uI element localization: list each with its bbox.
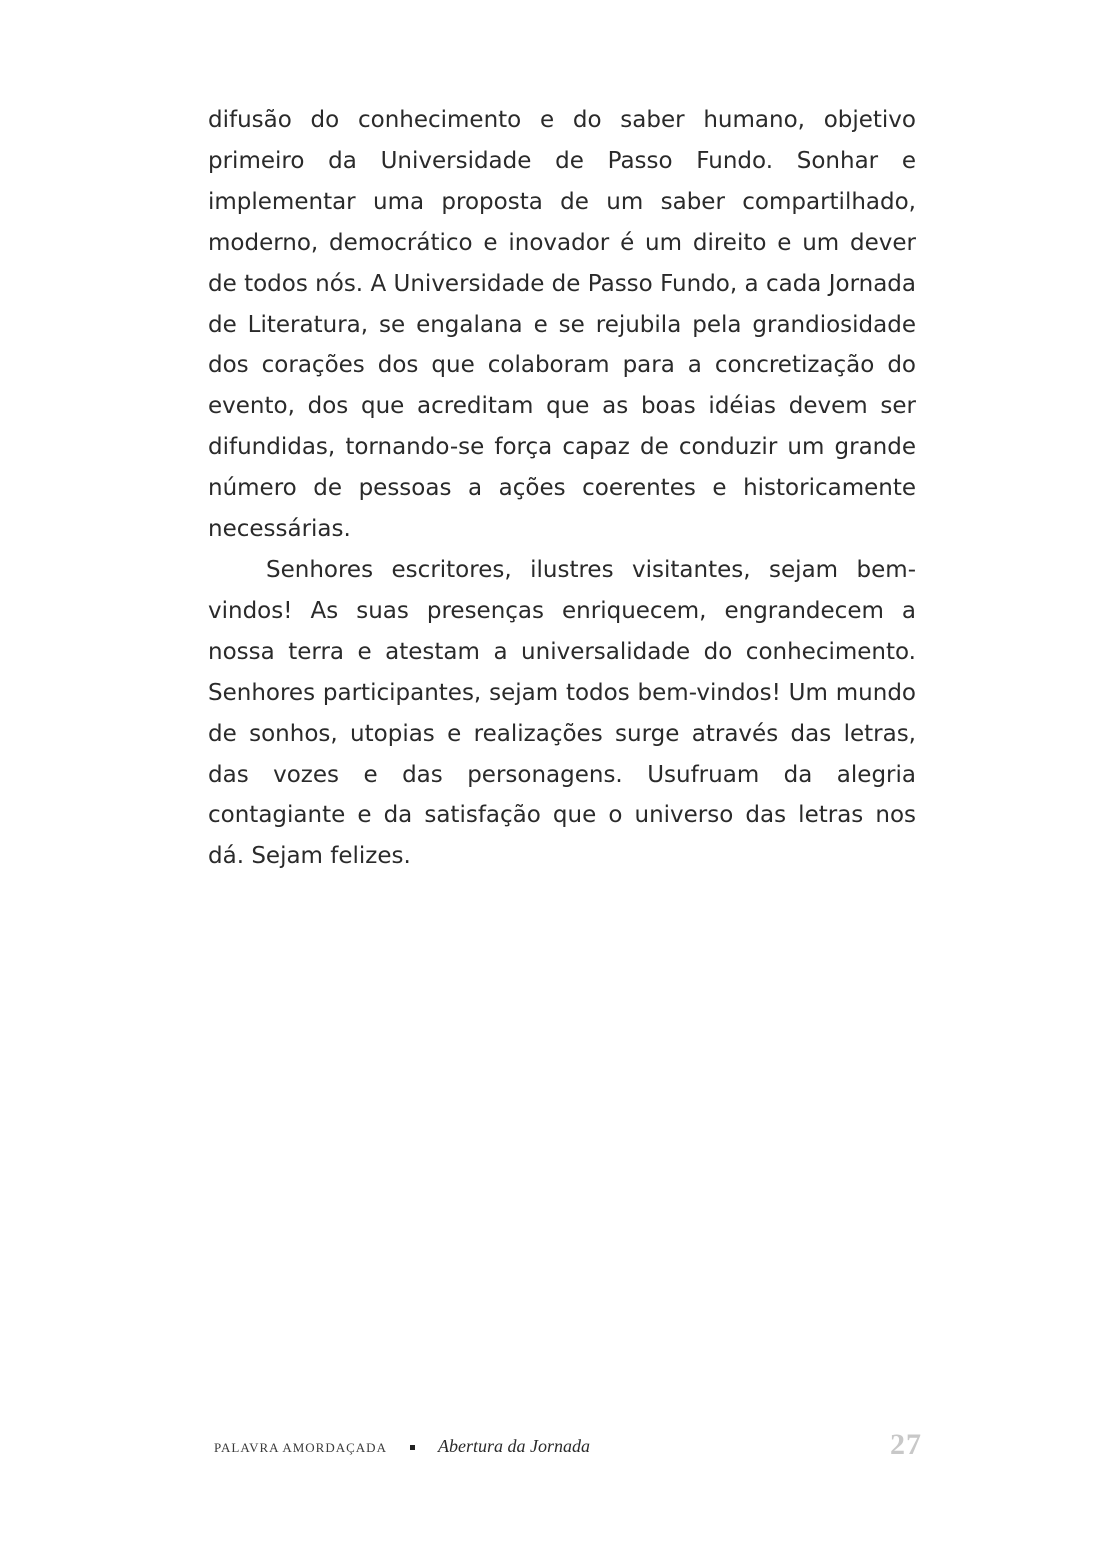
footer-book-title: PALAVRA AMORDAÇADA — [214, 1440, 387, 1455]
body-text — [208, 100, 916, 877]
footer-section-title: Abertura da Jornada — [438, 1436, 590, 1456]
paragraph-2: Senhores escritores, ilustres visitantes, sejam bem-vindos! As suas presenças enriquecem, engrandecem a nossa terra e atestam a universalidade do conhecimento. Senhores participantes, sejam todos bem-vindos! Um mundo de sonhos, utopias e realizações surge através das letras, das vozes e das personagens. Usufruam da alegria contagiante e da satisfação que o universo das letras nos dá. Sejam felizes. — [208, 556, 916, 870]
paragraph-1: difusão do conhecimento e do saber humano, objetivo primeiro da Universidade de Passo Fundo. Sonhar e implementar uma proposta de um saber compartilhado, moderno, democrático e inovador é um direito e um dever de todos nós. A Universidade de Passo Fundo, a cada Jornada de Literatura, se engalana e se rejubila pela grandiosidade dos corações dos que colaboram para a concretização do evento, dos que acreditam que as boas idéias devem ser difundidas, tornando-se força capaz de conduzir um grande número de pessoas a ações coerentes e historicamente necessárias. — [208, 107, 916, 543]
footer-bullet-icon — [410, 1445, 415, 1450]
page-number: 27 — [890, 1428, 922, 1461]
page-footer — [214, 1428, 926, 1468]
